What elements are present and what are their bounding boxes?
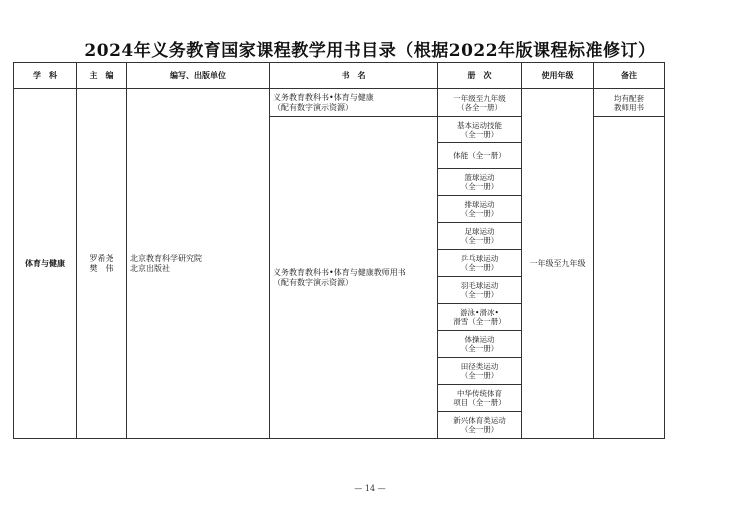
book-title-cell (270, 89, 438, 117)
editor-name: 罗希尧 (89, 254, 114, 263)
volume-cell (438, 277, 522, 304)
subject-cell: 体育与健康 (14, 89, 77, 439)
grade-cell: 一年级至九年级 (522, 89, 594, 439)
volume-line: （全一册） (460, 209, 499, 218)
header-row (14, 63, 665, 89)
volume-line: 项目（全一册） (453, 398, 506, 407)
volume-line: （全一册） (460, 236, 499, 245)
volume-cell (438, 196, 522, 223)
volume-line: （全一册） (460, 129, 499, 139)
volume-cell (438, 331, 522, 358)
note-cell (594, 89, 665, 117)
book-title-cell (270, 117, 438, 439)
note-line: 均有配套 (614, 93, 644, 103)
volume-line: 足球运动 (464, 227, 495, 236)
volume-line: 排球运动 (464, 200, 495, 209)
volume-line: 中华传统体育 (457, 389, 502, 398)
header-grade: 使用年级 (522, 63, 594, 89)
volume-line: 乒乓球运动 (460, 254, 499, 263)
publisher-name: 北京教育科学研究院 (130, 254, 202, 263)
volume-line: （全一册） (460, 371, 499, 380)
volume-line: 一年级至九年级 (453, 93, 506, 103)
volume-cell (438, 385, 522, 412)
volume-line: 体能（全一册） (453, 151, 506, 160)
book-title-line: （配有数字演示资源） (273, 102, 353, 112)
header-editor: 主 编 (77, 63, 127, 89)
volume-cell (438, 223, 522, 250)
volume-cell (438, 117, 522, 143)
publisher-cell (127, 89, 270, 439)
editor-cell (77, 89, 127, 439)
volume-line: （全一册） (460, 263, 499, 272)
book-title-line: 义务教育教科书•体育与健康 (273, 93, 374, 102)
volume-line: （全一册） (460, 290, 499, 299)
editor-name: 樊 伟 (89, 263, 114, 273)
volume-line: 羽毛球运动 (460, 281, 499, 290)
volume-line: 新兴体育类运动 (453, 416, 506, 425)
book-title-line: （配有数字演示资源） (273, 277, 353, 287)
volume-line: 篮球运动 (464, 173, 495, 182)
header-note: 备注 (594, 63, 665, 89)
volume-line: （全一册） (460, 182, 499, 191)
volume-line: （全一册） (460, 425, 499, 434)
volume-cell (438, 250, 522, 277)
volume-cell (438, 143, 522, 169)
note-line: 教师用书 (614, 102, 644, 112)
header-book: 书 名 (270, 63, 438, 89)
volume-line: 滑雪（全一册） (453, 317, 506, 326)
volume-cell (438, 169, 522, 196)
page-title: 2024年义务教育国家课程教学用书目录（根据2022年版课程标准修订） (84, 41, 656, 61)
volume-cell (438, 358, 522, 385)
catalog-table (13, 62, 665, 439)
book-title-line: 义务教育教科书•体育与健康教师用书 (273, 268, 406, 277)
note-cell (594, 117, 665, 439)
volume-line: 田径类运动 (460, 362, 499, 371)
volume-line: 体操运动 (464, 335, 495, 344)
volume-cell (438, 304, 522, 331)
volume-line: （各全一册） (457, 102, 502, 112)
volume-line: 游泳•滑冰• (460, 308, 499, 317)
table-row (14, 89, 665, 117)
volume-line: 基本运动技能 (457, 120, 502, 130)
publisher-name: 北京出版社 (130, 263, 170, 273)
page-number: — 14 — (354, 484, 386, 493)
volume-cell (438, 89, 522, 117)
header-publisher: 编写、出版单位 (127, 63, 270, 89)
header-volume: 册 次 (438, 63, 522, 89)
header-subject: 学 科 (14, 63, 77, 89)
volume-cell (438, 412, 522, 439)
volume-line: （全一册） (460, 344, 499, 353)
